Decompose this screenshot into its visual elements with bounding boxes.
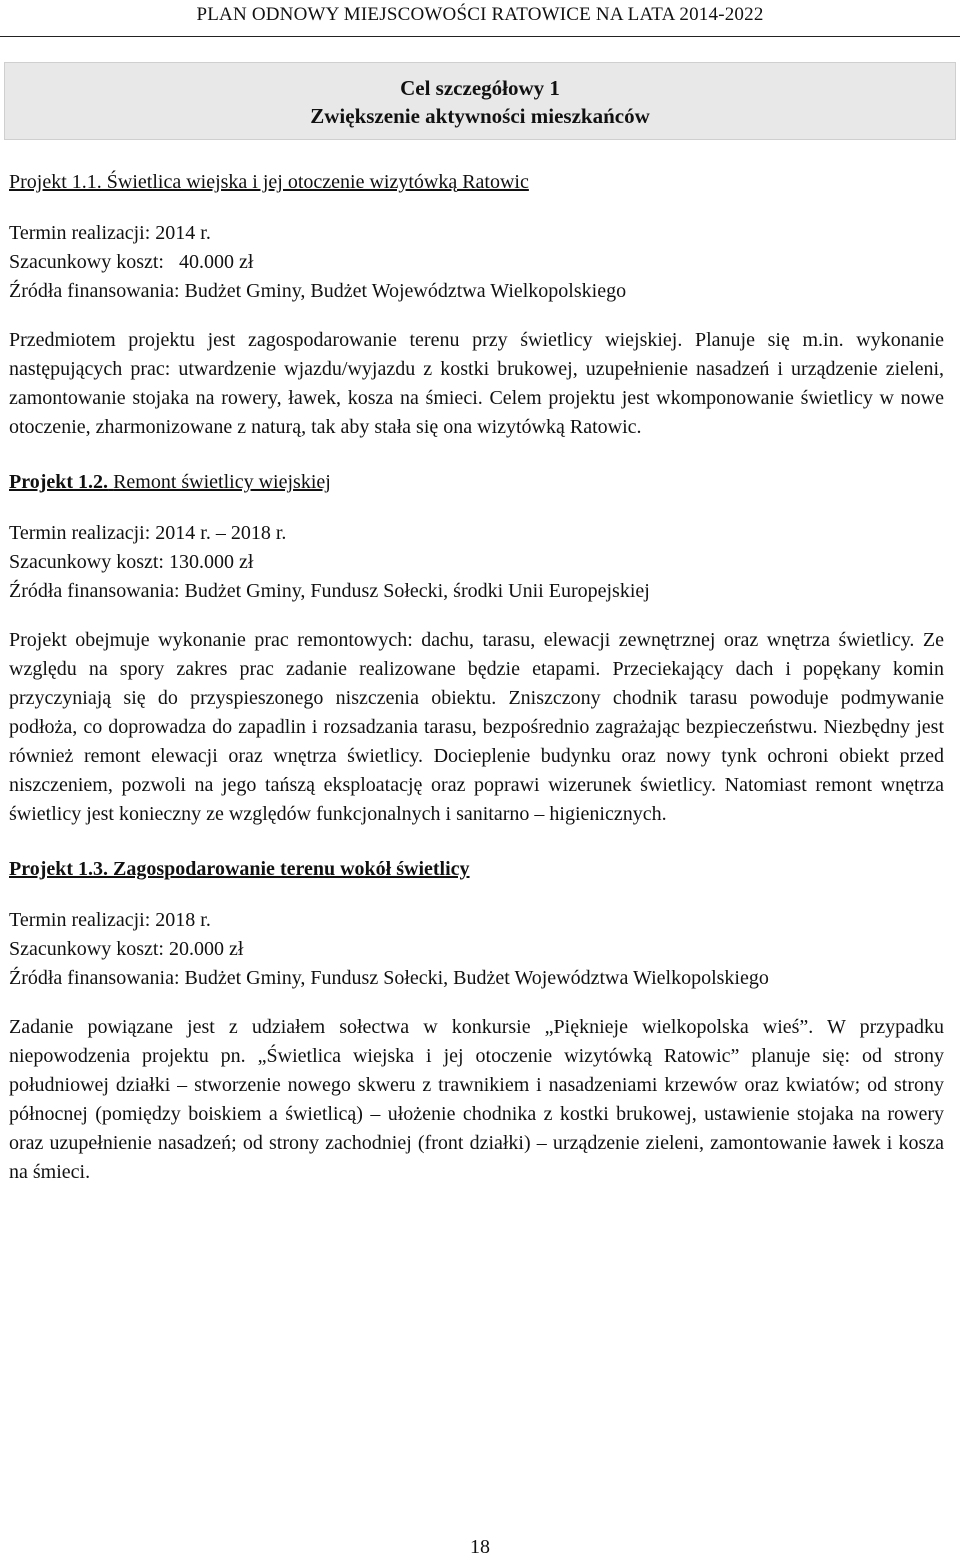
project-zrodla: Źródła finansowania: Budżet Gminy, Budżet Województwa Wielkopolskiego xyxy=(9,280,627,302)
goal-box xyxy=(4,62,956,140)
header-title: PLAN ODNOWY MIEJSCOWOŚCI RATOWICE NA LATA 2014-2022 xyxy=(196,4,764,25)
goal-number: Cel szczegółowy 1 xyxy=(400,76,560,100)
project-number: Projekt 1.2. xyxy=(9,471,109,493)
project-koszt: Szacunkowy koszt: 40.000 zł xyxy=(9,251,254,273)
project-1-1 xyxy=(9,168,944,442)
document-body xyxy=(9,168,944,1187)
goal-title: Zwiększenie aktywności mieszkańców xyxy=(310,104,650,128)
page-number: 18 xyxy=(470,1536,490,1558)
project-zrodla: Źródła finansowania: Budżet Gminy, Fundusz Sołecki, Budżet Województwa Wielkopolskiego xyxy=(9,967,769,989)
project-title xyxy=(9,468,944,497)
page-header xyxy=(0,0,960,37)
project-1-3 xyxy=(9,855,944,1187)
project-termin: Termin realizacji: 2018 r. xyxy=(9,909,211,931)
project-name: Remont świetlicy wiejskiej xyxy=(113,471,331,493)
project-title: Projekt 1.1. Świetlica wiejska i jej otoczenie wizytówką Ratowic xyxy=(9,171,529,193)
project-description: Zadanie powiązane jest z udziałem sołectwa w konkursie „Pięknieje wielkopolska wieś”. W przypadku niepowodzenia projektu pn. „Świetlica wiejska i jej otoczenie wizytówką Ratowic” planuje się: od strony południowej działki – stworzenie nowego skweru z trawnikiem i nasadzeniami krzewów oraz kwiatów; od strony północnej (pomiędzy boiskiem a świetlicą) – ułożenie chodnika z kostki brukowej, ustawienie stojaka na rowery oraz uzupełnienie nasadzeń; od strony zachodniej (front działki) – urządzenie zieleni, zamontowanie ławek i kosza na śmieci. xyxy=(9,1016,944,1183)
project-description: Przedmiotem projektu jest zagospodarowanie terenu przy świetlicy wiejskiej. Planuje się m.in. wykonanie następujących prac: utwardzenie wjazdu/wyjazdu z kostki brukowej, uzupełnienie nasadzeń i urządzenie zieleni, zamontowanie stojaka na rowery, ławek, kosza na śmieci. Celem projektu jest wkomponowanie świetlicy w nowe otoczenie, zharmonizowane z naturą, tak aby stała się ona wizytówką Ratowic. xyxy=(9,329,944,438)
project-koszt: Szacunkowy koszt: 20.000 zł xyxy=(9,938,244,960)
project-termin: Termin realizacji: 2014 r. xyxy=(9,222,211,244)
project-termin: Termin realizacji: 2014 r. – 2018 r. xyxy=(9,522,287,544)
project-1-2 xyxy=(9,468,944,829)
project-koszt: Szacunkowy koszt: 130.000 zł xyxy=(9,551,254,573)
project-zrodla: Źródła finansowania: Budżet Gminy, Fundusz Sołecki, środki Unii Europejskiej xyxy=(9,580,650,602)
project-title: Projekt 1.3. Zagospodarowanie terenu wokół świetlicy xyxy=(9,858,470,880)
project-description: Projekt obejmuje wykonanie prac remontowych: dachu, tarasu, elewacji zewnętrznej oraz wnętrza świetlicy. Ze względu na spory zakres prac zadanie realizowane będzie etapami. Przeciekający dach i popękany komin przyczyniają się do przyspieszonego niszczenia obiektu. Zniszczony chodnik tarasu powoduje podmywanie podłoża, co doprowadza do zapadlin i rozsadzania tarasu, bezpośrednio zagrażając bezpieczeństwu. Niezbędny jest również remont elewacji oraz wnętrza świetlicy. Docieplenie budynku oraz nowy tynk ochroni obiekt przed niszczeniem, pozwoli na jego tańszą eksploatację oraz poprawi wizerunek świetlicy. Natomiast remont wnętrza świetlicy jest konieczny ze względów funkcjonalnych i sanitarno – higienicznych. xyxy=(9,629,944,825)
